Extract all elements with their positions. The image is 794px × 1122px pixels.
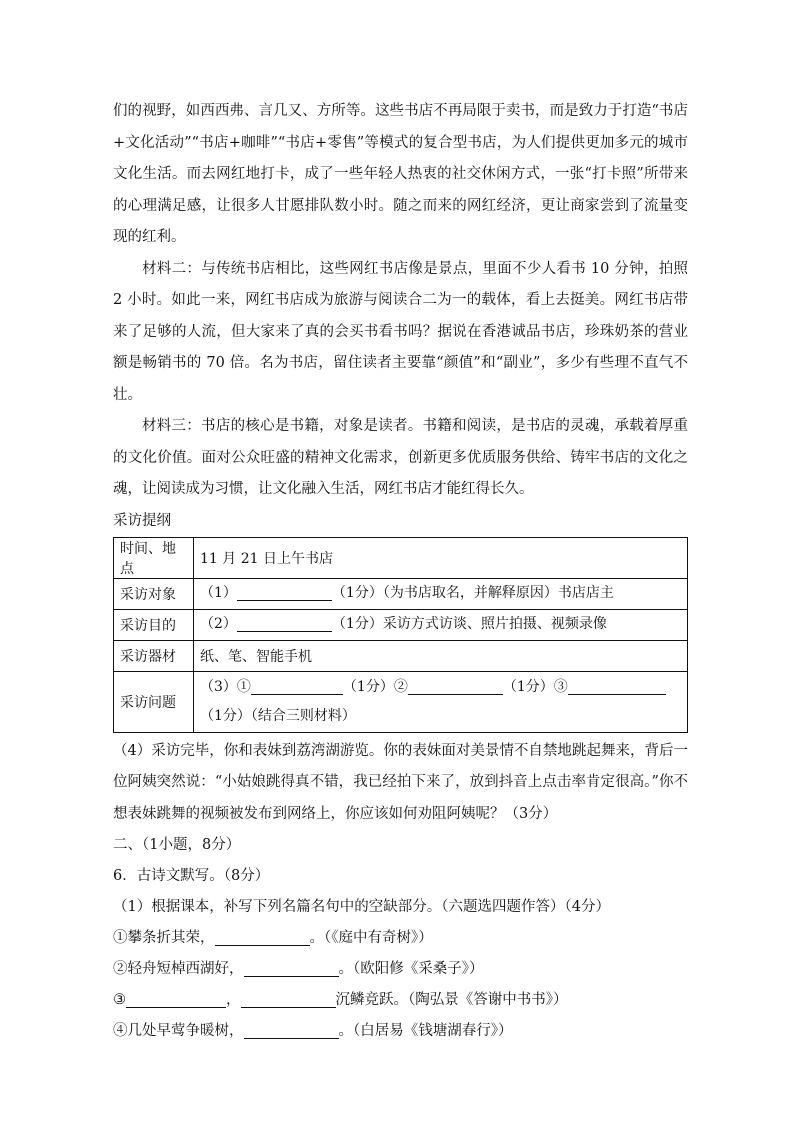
blank-prefix: （2） [200, 616, 237, 632]
blank-suffix: （1分）采访方式访谈、照片拍摄、视频录像 [331, 616, 607, 632]
answer-blank-2[interactable] [237, 612, 332, 632]
outline-heading: 采访提纲 [113, 512, 171, 529]
question-6-1: （1）根据课本，补写下列名篇名句中的空缺部分。（六题选四题作答）（4分） [113, 899, 610, 915]
item-suffix: 。（白居易《钱塘湖春行》） [338, 1023, 513, 1039]
answer-blank-3-1[interactable] [251, 675, 343, 695]
question-4: （4）采访完毕，你和表妹到荔湾湖游览。你的表妹面对美景情不自禁地跳起舞来，背后一位阿姨突然说：“小姑娘跳得真不错，我已经拍下来了，放到抖音上点击率肯定很高。”你不想表妹跳舞的视频被发布到网络上，你应该如何劝阻阿姨呢？（3分） [113, 742, 688, 822]
question-6: 6．古诗文默写。（8分） [113, 868, 270, 884]
item-prefix: ③ [113, 992, 126, 1008]
answer-blank[interactable] [244, 957, 339, 977]
answer-blank[interactable] [244, 1019, 339, 1039]
blank-suffix: （1分）（为书店取名，并解释原因）书店店主 [331, 585, 614, 601]
item-suffix: 。（欧阳修《采桑子》） [338, 961, 484, 977]
row-value: 纸、笔、智能手机 [194, 640, 688, 671]
table-row [114, 609, 688, 640]
row-key: 时间、地点 [114, 537, 194, 578]
recite-item [113, 985, 688, 1016]
item-suffix: 。（《庭中有奇树》） [309, 930, 433, 946]
answer-blank-3-2[interactable] [408, 675, 503, 695]
item-mid: ， [226, 992, 241, 1008]
blank-prefix: （1） [200, 585, 237, 601]
item-prefix: ②轻舟短棹西湖好， [113, 961, 244, 977]
answer-blank-3-3[interactable] [568, 675, 666, 695]
material-two: 材料二：与传统书店相比，这些网红书店像是景点，里面不少人看书 10 分钟，拍照 2 小时。如此一来，网红书店成为旅游与阅读合二为一的载体，看上去挺美。网红书店带来了足够的人流，但大家来了真的会买书看书吗？据说在香港诚品书店，珍珠奶茶的营业额是畅销书的 70 倍。名为书店，留住读者主要靠“颜值”和“副业”，多少有些理不直气不壮。 [113, 260, 688, 403]
table-row [114, 671, 688, 732]
blank-prefix: （3）① [200, 678, 251, 695]
row-key: 采访对象 [114, 578, 194, 609]
recite-item [113, 1016, 688, 1047]
section-title: 二、（1小题，8分） [113, 837, 241, 853]
row-value [194, 609, 688, 640]
document-page [113, 96, 688, 1047]
material-three: 材料三：书店的核心是书籍，对象是读者。书籍和阅读，是书店的灵魂，承载着厚重的文化价值。面对公众旺盛的精神文化需求，创新更多优质服务供给、铸牢书店的文化之魂，让阅读成为习惯，让文化融入生活，网红书店才能红得长久。 [113, 418, 688, 497]
item-prefix: ④几处早莺争暖树， [113, 1023, 244, 1039]
interview-outline-table [113, 537, 688, 733]
material-one-continued: 们的视野，如西西弗、言几又、方所等。这些书店不再局限于卖书，而是致力于打造“书店+文化活动”“书店+咖啡”“书店+零售”等模式的复合型书店，为人们提供更加多元的城市文化生活。而去网红地打卡，成了一些年轻人热衷的社交休闲方式，一张“打卡照”所带来的心理满足感，让很多人甘愿排队数小时。随之而来的网红经济，更让商家尝到了流量变现的红利。 [113, 103, 688, 245]
blank-suffix: （1分）③ [502, 678, 568, 695]
answer-blank[interactable] [241, 988, 336, 1008]
recite-item [113, 954, 688, 985]
row-value-line2: （1分）（结合三则材料） [200, 707, 356, 724]
row-value: 11 月 21 日上午书店 [194, 537, 688, 578]
answer-blank[interactable] [215, 926, 310, 946]
blank-suffix: （1分）② [342, 678, 408, 695]
answer-blank[interactable] [126, 988, 226, 1008]
table-row [114, 537, 688, 578]
table-row [114, 578, 688, 609]
row-key: 采访器材 [114, 640, 194, 671]
row-key: 采访问题 [114, 671, 194, 732]
item-suffix: 沉鳞竞跃。（陶弘景《答谢中书书》） [335, 992, 568, 1008]
recite-item [113, 923, 688, 954]
row-value [194, 578, 688, 609]
answer-blank-1[interactable] [237, 581, 332, 601]
row-key: 采访目的 [114, 609, 194, 640]
table-row [114, 640, 688, 671]
item-prefix: ①攀条折其荣， [113, 930, 215, 946]
row-value [194, 671, 688, 732]
